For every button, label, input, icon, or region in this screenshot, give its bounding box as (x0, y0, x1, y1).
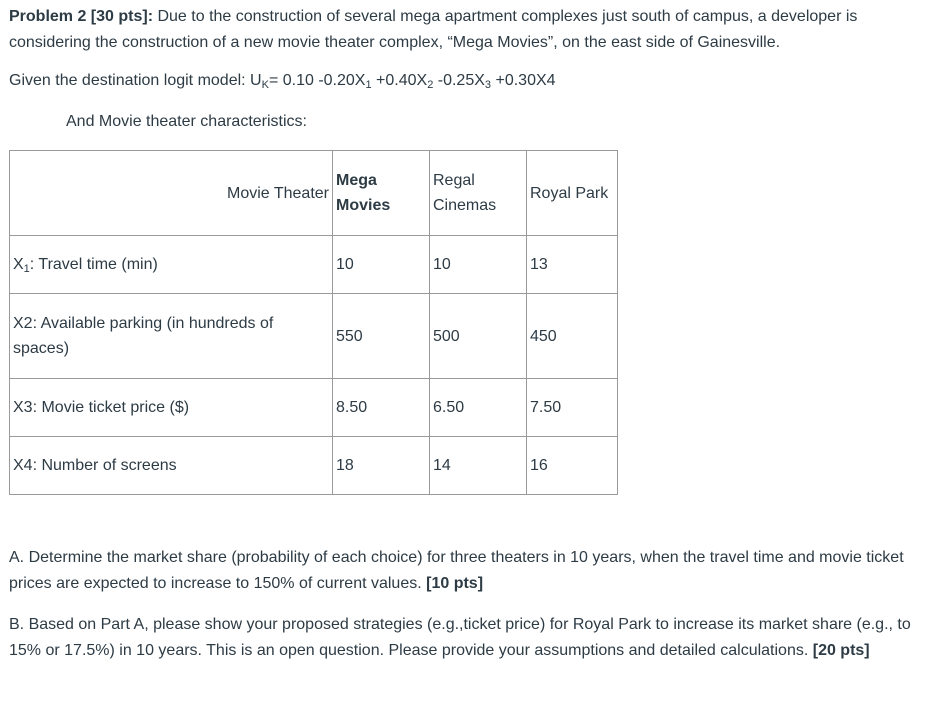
header-mega: Mega (336, 172, 377, 189)
table-row (10, 379, 618, 437)
header-regal-cinemas (430, 151, 527, 236)
characteristics-label: And Movie theater characteristics: (66, 113, 307, 130)
model-prefix: Given the destination logit model: U (9, 72, 262, 89)
table-row (10, 236, 618, 294)
cell-value: 450 (527, 294, 618, 379)
cell-value: 10 (333, 236, 430, 294)
header-cinemas: Cinemas (433, 197, 497, 214)
row-label-sub: 1 (23, 263, 30, 275)
cell-value: 550 (333, 294, 430, 379)
header-royal-park-text: Royal Park (530, 184, 609, 202)
problem-text: Due to the construction of several mega apartment complexes just south of campus, a developer is considering the construction of a new movie theater complex, “Mega Movies”, on the east side of Gainesville. (9, 8, 858, 51)
header-regal: Regal (433, 172, 475, 189)
model-sub-2: 2 (427, 79, 434, 91)
model-sub-1: 1 (365, 79, 372, 91)
table-row (10, 437, 618, 495)
header-corner-text: Movie Theater (227, 184, 329, 202)
model-k-sub: K (261, 79, 269, 91)
table-header-row (10, 151, 618, 236)
cell-value: 16 (527, 437, 618, 495)
row-label-travel-time (10, 236, 333, 294)
model-term-1: +0.40X (371, 72, 428, 89)
question-b (9, 612, 939, 664)
header-mega-movies (333, 151, 430, 236)
model-sub-3: 3 (484, 79, 492, 91)
cell-value: 500 (430, 294, 527, 379)
cell-value: 14 (430, 437, 527, 495)
model-term-3: +0.30X4 (491, 72, 556, 89)
model-term-0: = 0.10 -0.20X (268, 72, 366, 89)
question-a-points: [10 pts] (426, 575, 484, 592)
question-b-points: [20 pts] (812, 642, 870, 659)
row-label-part: spaces) (13, 340, 70, 357)
row-label-part: : Travel time (min) (29, 256, 158, 273)
question-a (9, 545, 939, 597)
problem-statement (9, 4, 939, 56)
cell-value: 6.50 (430, 379, 527, 437)
cell-value: 18 (333, 437, 430, 495)
cell-value: 13 (527, 236, 618, 294)
logit-model-equation (9, 68, 556, 94)
header-royal-park (527, 151, 618, 236)
model-term-2: -0.25X (433, 72, 485, 89)
cell-value: 7.50 (527, 379, 618, 437)
cell-value: 10 (430, 236, 527, 294)
row-label-part: X (13, 256, 24, 273)
header-corner (10, 151, 333, 236)
question-b-text: B. Based on Part A, please show your proposed strategies (e.g.,ticket price) for Royal Park to increase its market share (e.g., to 15% or 17.5%) in 10 years. This is an open question. Please provide your assumptions and detailed calculations. (9, 616, 911, 659)
table-row (10, 294, 618, 379)
question-a-text: A. Determine the market share (probability of each choice) for three theaters in 10 years, when the travel time and movie ticket prices are expected to increase to 150% of current values. (9, 549, 904, 592)
row-label-parking (10, 294, 333, 379)
header-movies: Movies (336, 197, 391, 214)
problem-heading: Problem 2 [30 pts]: (9, 8, 154, 25)
theater-characteristics-table (9, 150, 618, 495)
row-label-screens: X4: Number of screens (10, 437, 333, 495)
cell-value: 8.50 (333, 379, 430, 437)
row-label-ticket-price: X3: Movie ticket price ($) (10, 379, 333, 437)
row-label-part: X2: Available parking (in hundreds of (13, 315, 274, 332)
